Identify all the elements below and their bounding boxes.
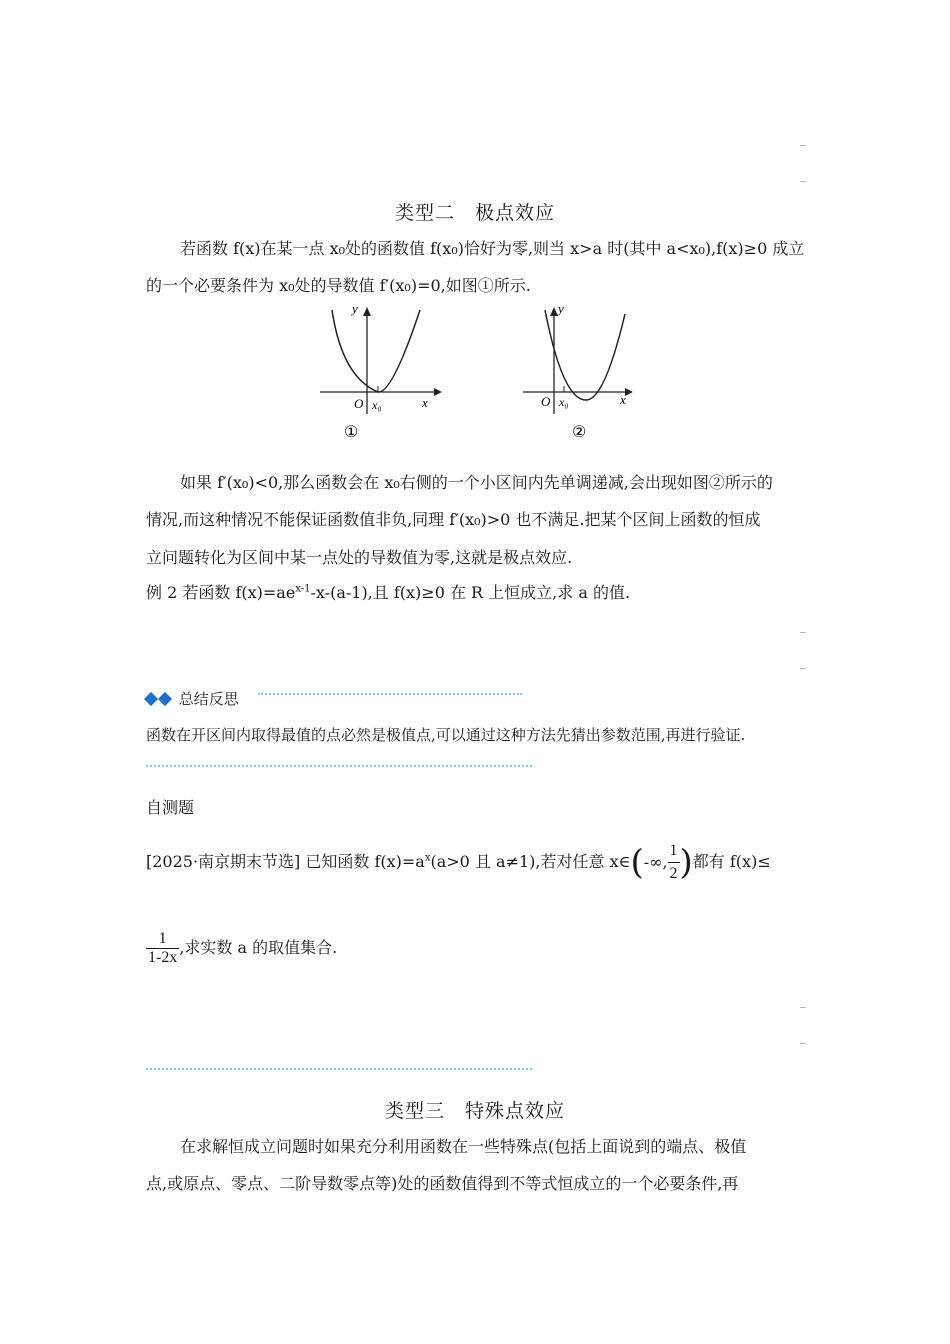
figure-2: [515, 302, 655, 442]
interval-denominator: 2: [668, 862, 680, 885]
margin-mark: [800, 1007, 806, 1008]
divider-dotted: [146, 765, 532, 767]
problem-after: 都有 f(x)≤: [692, 852, 771, 871]
summary-header: [146, 688, 239, 709]
para2-line-2: 情况,而这种情况不能保证函数值非负,同理 f′(x₀)>0 也不满足.把某个区间上函数的恒成: [146, 510, 761, 529]
bound-fraction: [146, 930, 179, 967]
problem-exponent: x: [424, 852, 431, 864]
x-label: x: [620, 392, 626, 407]
section-title-type2: 类型二 极点效应: [394, 202, 555, 224]
problem-end: ,求实数 a 的取值集合.: [179, 938, 338, 957]
intro-line-2: 的一个必要条件为 x₀处的导数值 f′(x₀)=0,如图①所示.: [146, 276, 531, 295]
bound-denominator: 1-2x: [148, 949, 178, 966]
x-axis-arrow: [434, 388, 442, 396]
margin-mark: [800, 181, 806, 182]
y-label: y: [352, 302, 358, 316]
summary-text: 函数在开区间内取得最值的点必然是极值点,可以通过这种方法先猜出参数范围,再进行验证.: [146, 726, 746, 744]
divider-dotted: [146, 1068, 532, 1070]
curve: [332, 310, 420, 392]
interval-numerator: 1: [669, 842, 678, 859]
figure-caption: ②: [572, 424, 587, 441]
margin-mark: [800, 145, 806, 146]
x-label: x: [422, 395, 428, 410]
interval-left: -∞,: [643, 852, 668, 872]
x-axis-arrow: [625, 388, 633, 396]
y-axis-arrow: [550, 307, 558, 316]
curve: [545, 310, 625, 400]
problem-prefix: [2025·南京期末节选] 已知函数 f(x)=a: [146, 852, 425, 871]
interval-fraction: [668, 840, 680, 885]
para2-line-3: 立问题转化为区间中某一点处的导数值为零,这就是极点效应.: [146, 548, 573, 567]
self-test-problem-cont: [146, 930, 337, 967]
self-test-heading: 自测题: [146, 798, 195, 817]
x0-label: x₀: [372, 398, 382, 412]
y-axis-arrow: [363, 307, 371, 316]
example-2: [146, 580, 630, 603]
example-prefix: 例 2 若函数 f(x)=ae: [146, 583, 296, 602]
intro-line-1: 若函数 f(x)在某一点 x₀处的函数值 f(x₀)恰好为零,则当 x>a 时(其中 a<x₀),f(x)≥0 成立: [180, 239, 805, 258]
bound-numerator: 1: [158, 930, 167, 947]
origin-label: O: [354, 396, 364, 411]
margin-mark: [800, 668, 806, 669]
margin-mark: [800, 632, 806, 633]
self-test-problem: [146, 840, 771, 885]
section-title-type3: 类型三 特殊点效应: [384, 1100, 565, 1122]
paren-right: ): [679, 842, 693, 883]
figure-caption: ①: [344, 424, 359, 441]
margin-mark: [800, 1043, 806, 1044]
diamond-icon: [144, 692, 158, 706]
summary-heading: 总结反思: [178, 690, 239, 708]
type3-line-2: 点,或原点、零点、二阶导数零点等)处的函数值得到不等式恒成立的一个必要条件,再: [146, 1174, 739, 1193]
example-exponent: x-1: [295, 583, 311, 595]
figure-1: [312, 302, 452, 442]
diamond-icon: [158, 692, 172, 706]
paren-left: (: [630, 842, 644, 883]
x0-label: x₀: [559, 395, 569, 409]
para2-line-1: 如果 f′(x₀)<0,那么函数会在 x₀右侧的一个小区间内先单调递减,会出现如图②所示的: [180, 473, 773, 492]
type3-line-1: 在求解恒成立问题时如果充分利用函数在一些特殊点(包括上面说到的端点、极值: [180, 1137, 747, 1156]
example-suffix: -x-(a-1),且 f(x)≥0 在 R 上恒成立,求 a 的值.: [310, 583, 631, 602]
divider-dotted: [258, 693, 522, 695]
y-label: y: [558, 302, 564, 316]
problem-mid: (a>0 且 a≠1),若对任意 x∈: [430, 852, 631, 871]
origin-label: O: [541, 394, 551, 409]
